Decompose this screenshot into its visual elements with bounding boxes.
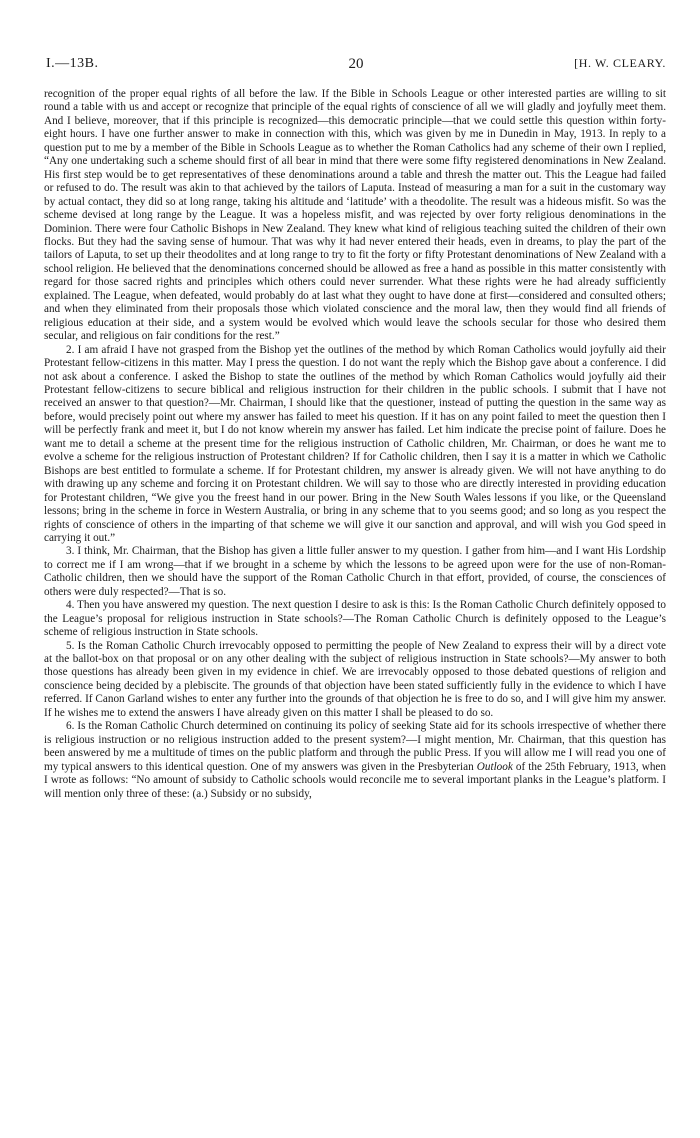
paragraph-question-4: 4. Then you have answered my question. The next question I desire to ask is this: Is the Roman Catholic Church definitely opposed to the League’s proposal for religious instruction in State schools?—The Roman Catholic Church is definitely opposed to the League’s scheme of religious instruction in State schools. xyxy=(44,599,666,639)
paragraph-question-6 xyxy=(44,720,666,801)
paragraph-question-5: 5. Is the Roman Catholic Church irrevocably opposed to permitting the people of New Zealand to express their will by a direct vote at the ballot-box on that proposal or on any other dealing with the subject of religious instruction in State schools?—My answer to both those questions has already been given in my evidence in chief. We are irrevocably opposed to those debated questions of religion and conscience being decided by a plebiscite. The grounds of that objection have been stated sufficiently fully in the evidence to which I have referred. If Canon Garland wishes to enter any further into the grounds of that objection he is free to do so, and I will give him my answer. If he wishes me to extend the answers I have already given on this matter I shall be pleased to do so. xyxy=(44,639,666,719)
paragraph-continuation: recognition of the proper equal rights of all before the law. If the Bible in Schools League or other interested parties are willing to sit round a table with us and accept or recognize that principle of the equal rights of conscience of all we will gladly and joyfully meet them. And I believe, moreover, that if this principle is recognized—this democratic principle—that we could settle this question within forty-eight hours. I have one further answer to make in connection with this, which was given by me in Dunedin in May, 1913. In reply to a question put to me by a member of the Bible in Schools League as to whether the Roman Catholics had any scheme of their own I replied, “Any one undertaking such a scheme should first of all bear in mind that there were some fifty registered denominations in New Zealand. His first step would be to get representatives of these denominations around a table and thresh the matter out. This the League had failed or refused to do. The result was akin to that achieved by the tailors of Laputa. Instead of measuring a man for a suit in the customary way by actual contact, they did so at long range, taking his altitude and ‘latitude’ with a theodolite. The result was a hideous misfit. So was the scheme devised at long range by the League. It was a hopeless misfit, and was rejected by over forty religious denominations in the Dominion. There were four Catholic Bishops in New Zealand. They knew what kind of religious teaching suited the children of their own flocks. But they had the saving sense of humour. That was why it had never entered their heads, even in dreams, to play the part of the tailors of Laputa, to set up their theodolites and at long range to try to fit the forty or fifty Protestant denominations of New Zealand with a school religion. He believed that the denominations concerned should be allowed as free a hand as possible in this matter consistently with regard for those sacred rights and principles which others could never surrender. What these rights were he had already sufficiently explained. The League, when defeated, would probably do at last what they ought to have done at first—considered and consulted others; and when they eliminated from their proposals those which violated conscience and the moral law, then they would find all friends of religious education at their side, and a system would be evolved which would leave the schools secular for those who desired them secular, and religious on fair conditions for the rest.” xyxy=(44,88,666,343)
paragraph-6-text-after: of the 25th February, 1913, when I wrote as follows: “No amount of subsidy to Catholic schools would reconcile me to several important planks in the League’s platform. I will mention only three of these: (a.) Subsidy or no subsidy, xyxy=(44,760,666,800)
report-reference: I.—13B. xyxy=(46,56,99,71)
page-number: 20 xyxy=(348,56,364,72)
document-body xyxy=(44,88,666,801)
outlook-publication-title: Outlook xyxy=(476,760,513,773)
page-header xyxy=(46,56,666,76)
witness-name: [H. W. CLEARY. xyxy=(574,56,666,70)
paragraph-6-text-before: 6. Is the Roman Catholic Church determined on continuing its policy of seeking State aid for its schools irrespective of whether there is religious instruction or no religious instruction added to the present system?—I might mention, Mr. Chairman, that this question has been answered by me a multitude of times on the public platform and through the public Press. If you will allow me I will read you one of my typical answers to this identical question. One of my answers was given in the Presbyterian xyxy=(44,720,666,773)
paragraph-question-2: 2. I am afraid I have not grasped from the Bishop yet the outlines of the method by which Roman Catholics would joyfully aid their Protestant fellow-citizens in this matter. May I press the question. I do not want the reply which the Bishop gave about a conference. I did not ask about a conference. I asked the Bishop to state the outlines of the method by which Roman Catholics would joyfully aid their Protestant fellow-citizens to secure biblical and religious instruction for their children in the public schools. I submit that I have not received an answer to that question?—Mr. Chairman, I should like that the questioner, instead of putting the question in the same way as before, would precisely point out where my answer has failed to meet his question. If it has on any point failed to meet the question then I will be perfectly frank and meet it, but I do not know wherein my answer has failed. Let him indicate the precise point of failure. Does he want me to detail a scheme at the present time for the religious instruction of Catholic children, Mr. Chairman, or does he want me to evolve a scheme for the religious instruction of Protestant children? If for Catholic children, then I say it is a matter in which we Catholic Bishops are best entitled to formulate a scheme. If for Protestant children, my answer is already given. We will not have anything to do with drawing up any scheme and forcing it on Protestant children. We will say to those who are directly interested in providing education for Protestant children, “We give you the freest hand in our power. Bring in the New South Wales lessons if you like, or the Queensland lessons; bring in the scheme in force in Western Australia, or bring in any scheme that to you seems good; and so long as you respect the rights of conscience of others in the imparting of that scheme we will give it our sanction and approval, and will wish you God speed in carrying it out.” xyxy=(44,343,666,544)
paragraph-question-3: 3. I think, Mr. Chairman, that the Bishop has given a little fuller answer to my question. I gather from him—and I want His Lordship to correct me if I am wrong—that if we brought in a scheme by which the lessons to be agreed upon were for the use of non-Roman-Catholic children, then we should have the support of the Roman Catholic Church in that effort, provided, of course, the consciences of others were duly respected?—That is so. xyxy=(44,545,666,598)
